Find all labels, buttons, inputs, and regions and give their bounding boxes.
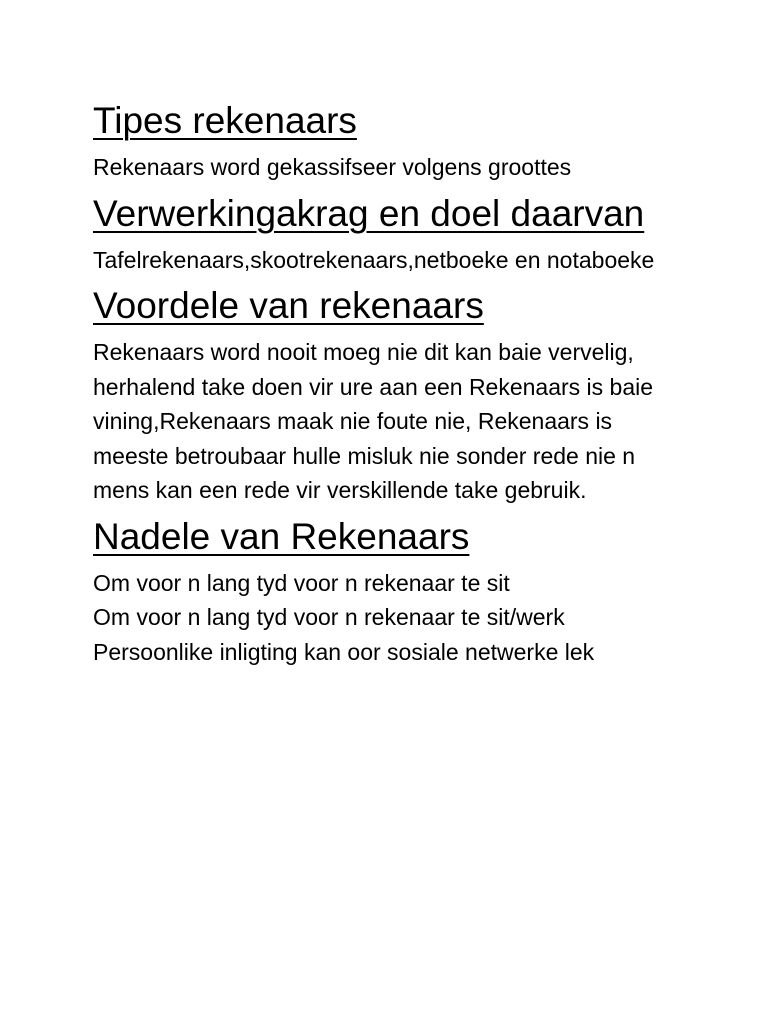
paragraph-voordele: Rekenaars word nooit moeg nie dit kan baie vervelig, herhalend take doen vir ure aan een Rekenaars is baie vining,Rekenaars maak nie foute nie, Rekenaars is meeste betroubaar hulle misluk nie sonder rede nie n mens kan een rede vir verskillende take gebruik. [93, 339, 654, 503]
heading-nadele: Nadele van Rekenaars [93, 515, 470, 557]
paragraph-tipes-rekenaars: Rekenaars word gekassifseer volgens groottes [93, 154, 572, 180]
paragraph-nadele-1: Om voor n lang tyd voor n rekenaar te sit [93, 569, 510, 596]
heading-voordele: Voordele van rekenaars [93, 285, 484, 326]
document-page [93, 92, 693, 669]
paragraph-nadele-2: Om voor n lang tyd voor n rekenaar te sit/werk [93, 604, 565, 630]
paragraph-nadele-3: Persoonlike inligting kan oor sosiale netwerke lek [93, 638, 595, 665]
heading-verwerkingakrag: Verwerkingakrag en doel daarvan [93, 192, 645, 234]
heading-tipes-rekenaars: Tipes rekenaars [93, 100, 357, 141]
paragraph-verwerkingakrag: Tafelrekenaars,skootrekenaars,netboeke en notaboeke [93, 246, 655, 273]
